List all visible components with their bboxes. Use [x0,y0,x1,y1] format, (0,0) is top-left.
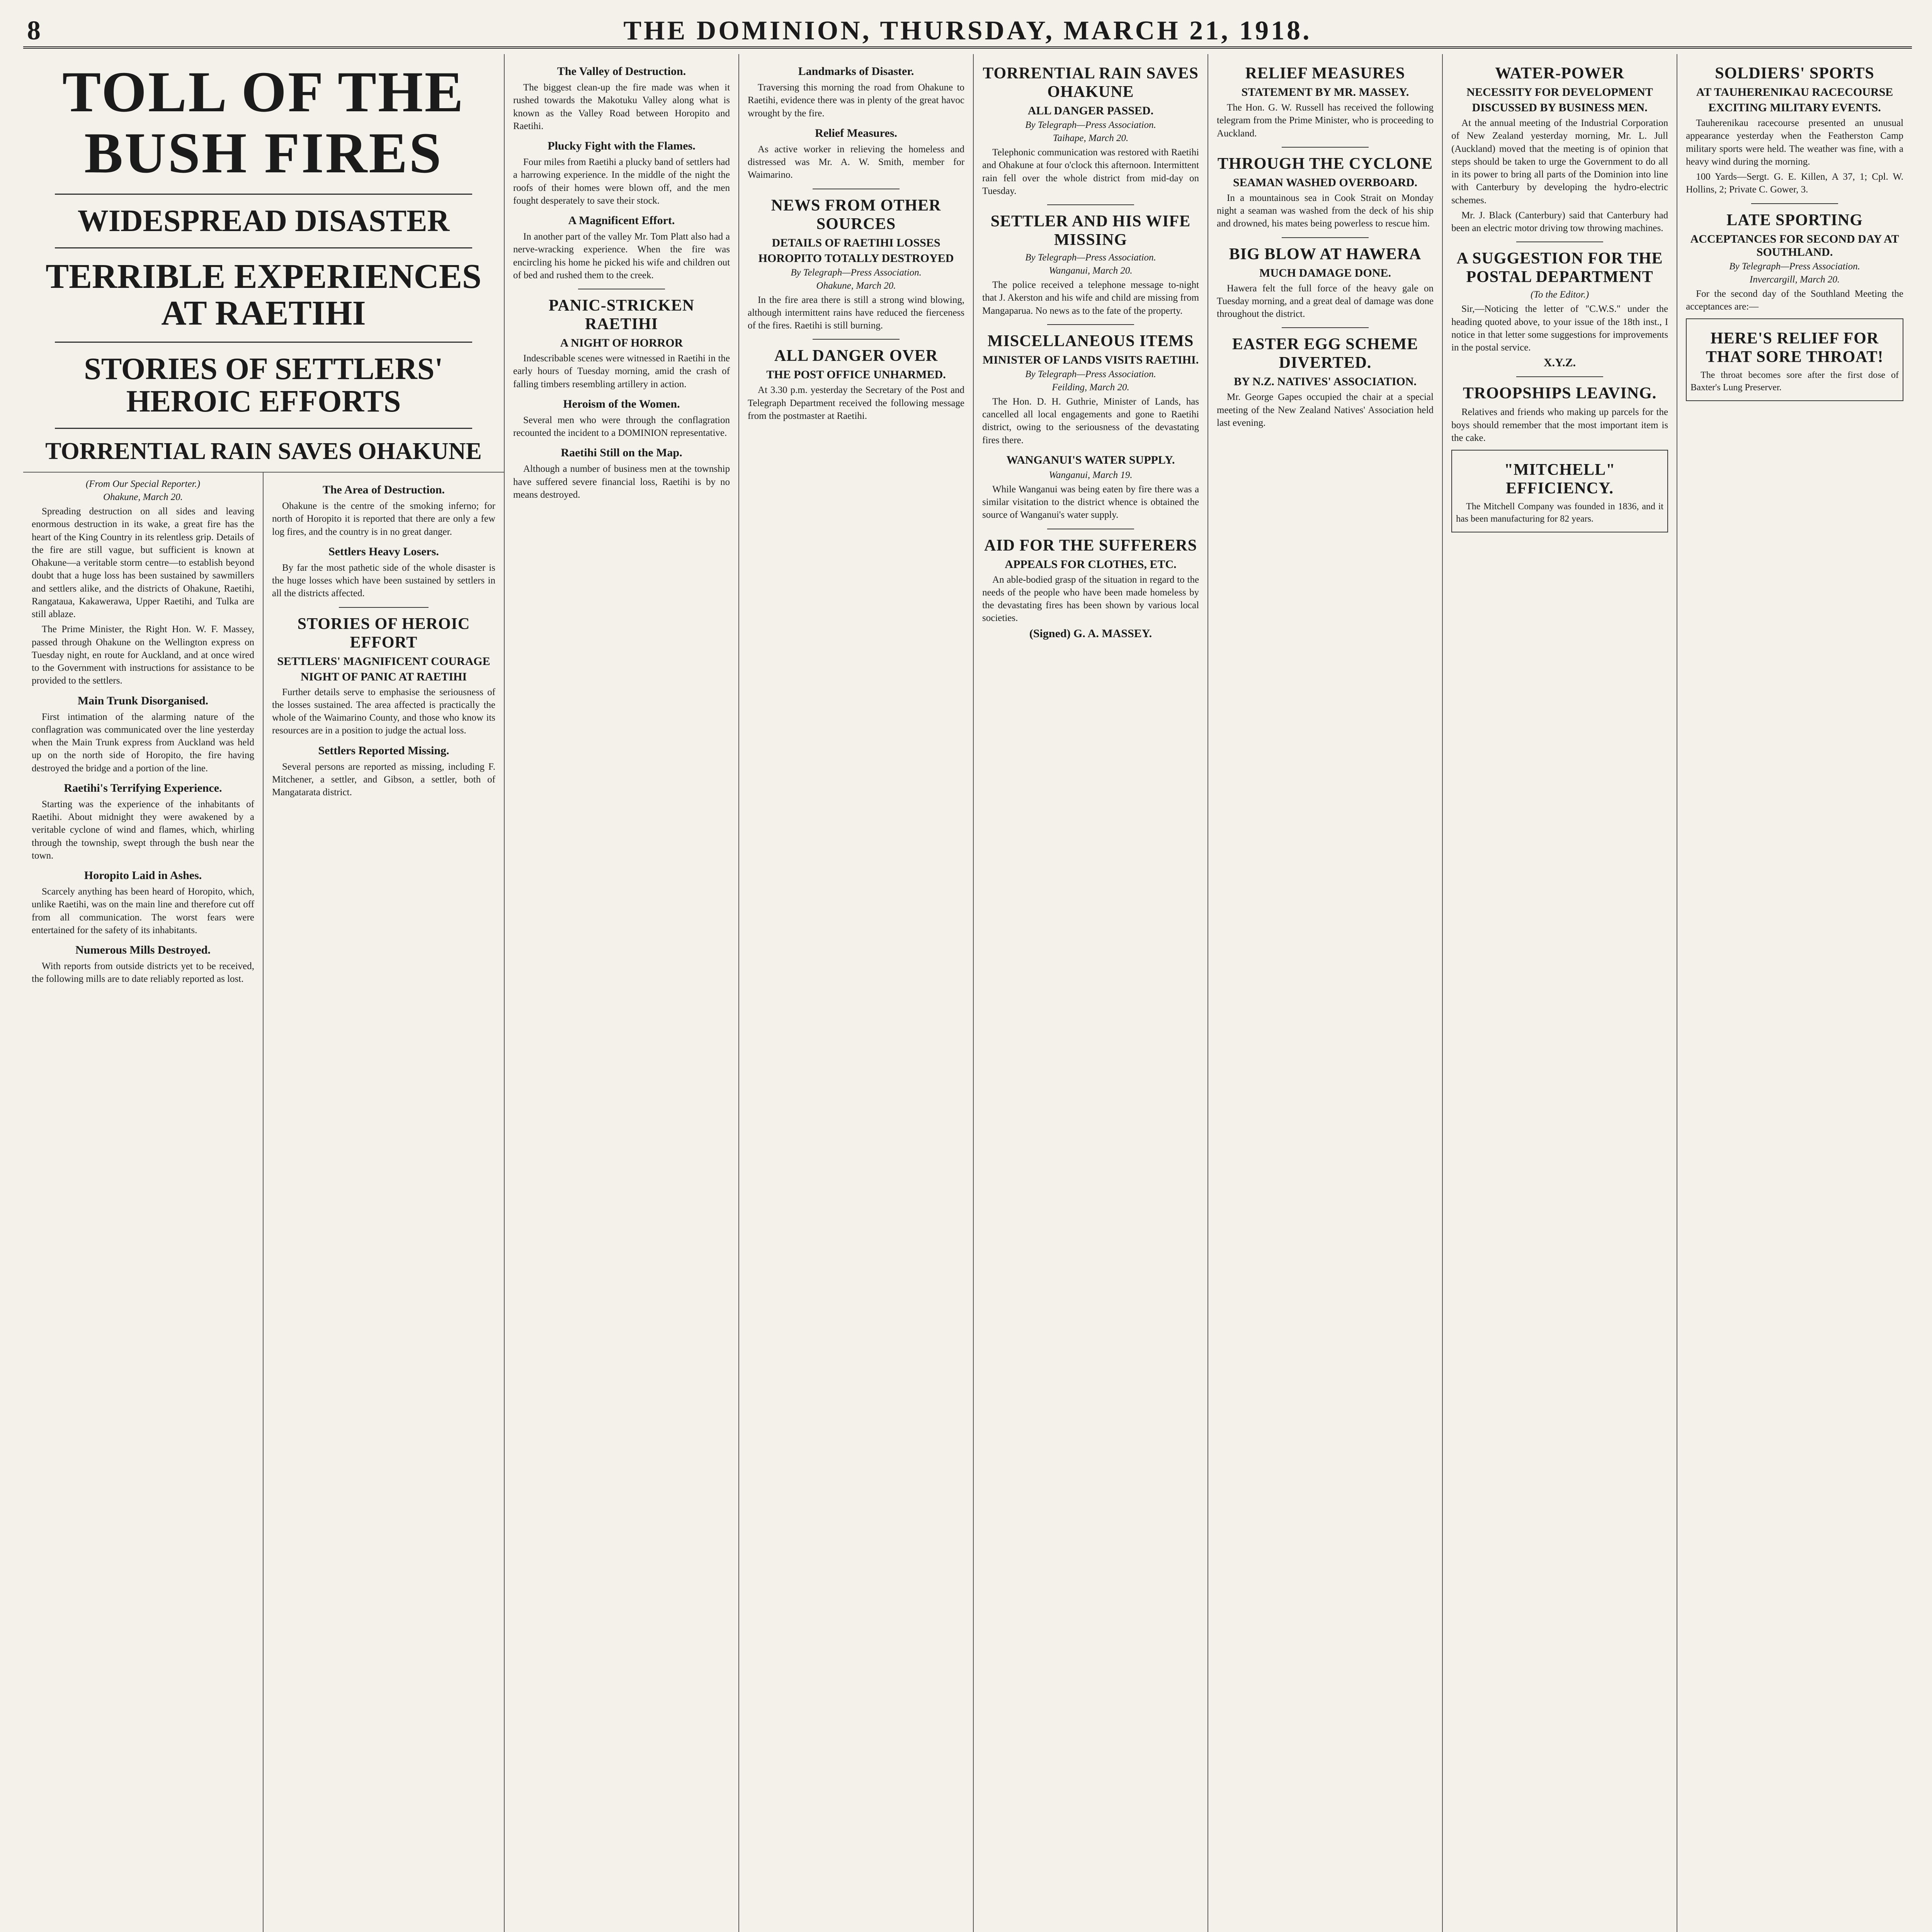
easter-headline: EASTER EGG SCHEME DIVERTED. [1232,335,1418,372]
settler-wife-headline: SETTLER AND HIS WIFE MISSING [990,213,1191,249]
mitchell-text: The Mitchell Company was founded in 1836, and it has been manufacturing for 82 years. [1456,502,1664,524]
misc-sub: MINISTER OF LANDS VISITS RAETIHI. [982,353,1199,366]
section-text: Four miles from Raetihi a plucky band of settlers had a harrowing experience. In the middle of the night the roofs of their homes were blown off, and the men fought desperately to save their stock. [513,157,730,206]
heroic-sub-2: NIGHT OF PANIC AT RAETIHI [300,670,467,683]
cyclone-text: In a mountainous sea in Cook Strait on Monday night a seaman was washed from the deck of his ship and drowned, his mates being powerless to rescue him. [1217,192,1434,229]
hawera-headline: BIG BLOW AT HAWERA [1229,245,1422,263]
postal-signature: X.Y.Z. [1544,356,1576,369]
cyclone-sub: SEAMAN WASHED OVERBOARD. [1233,176,1418,189]
lead-deck-1: WIDESPREAD DISASTER [77,204,450,238]
masthead [23,15,1912,49]
relief-ad-headline: HERE'S RELIEF FOR THAT SORE THROAT! [1706,330,1884,366]
section-text: As active worker in relieving the homeless and distressed was Mr. A. W. Smith, member for Waimarino. [748,144,965,180]
mitchell-headline: "MITCHELL" EFFICIENCY. [1504,461,1616,497]
late-sporting-sub: ACCEPTANCES FOR SECOND DAY AT SOUTHLAND. [1690,232,1899,259]
hawera-sub: MUCH DAMAGE DONE. [1259,266,1391,279]
misc-headline: MISCELLANEOUS ITEMS [987,332,1194,350]
divider [1282,327,1368,328]
section-head: Settlers Heavy Losers. [328,545,439,558]
postal-sub: (To the Editor.) [1530,289,1589,300]
section-text: By far the most pathetic side of the whole disaster is the huge losses which have been sustained by settlers in all the districts affected. [272,562,495,599]
section-head: Settlers Reported Missing. [318,744,449,757]
relief-ad-text: The throat becomes sore after the first dose of Baxter's Lung Preserver. [1690,370,1899,393]
news-other-headline: NEWS FROM OTHER SOURCES [771,196,941,233]
all-danger-text: At 3.30 p.m. yesterday the Secretary of the Post and Telegraph Department received the following message from the postmaster at Raetihi. [748,385,965,421]
column-5 [974,54,1208,1932]
section-head: Numerous Mills Destroyed. [75,944,211,957]
lead-paragraph: The Prime Minister, the Right Hon. W. F. Massey, passed through Ohakune on the Wellington express on Tuesday night, en route for Auckland, and at once wired to the Government with instructions for assistance to be provided to the settlers. [32,624,254,686]
lead-headlines [23,54,504,473]
torrential-byline: By Telegraph—Press Association. [1025,120,1156,130]
all-danger-headline: ALL DANGER OVER [774,347,938,365]
section-head: Landmarks of Disaster. [798,65,914,78]
news-other-sub: DETAILS OF RAETIHI LOSSES [772,236,940,249]
divider [1047,324,1134,325]
aid-headline: AID FOR THE SUFFERERS [984,536,1197,554]
divider [55,247,472,248]
water-supply-head: WANGANUI'S WATER SUPPLY. [1006,453,1175,466]
water-power-sub-2: DISCUSSED BY BUSINESS MEN. [1472,101,1648,114]
divider [55,194,472,195]
section-head: The Area of Destruction. [322,483,445,497]
section-head: The Valley of Destruction. [557,65,686,78]
aid-signature: (Signed) G. A. MASSEY. [1029,627,1152,640]
section-text: With reports from outside districts yet to be received, the following mills are to date reliably reported as lost. [32,961,254,985]
postal-text: Sir,—Noticing the letter of "C.W.S." under the heading quoted above, to your issue of the 18th inst., I notice in that letter some suggestions for improvements in the postal service. [1451,304,1668,353]
divider [1282,147,1368,148]
section-text: Several men who were through the conflagration recounted the incident to a DOMINION representative. [513,415,730,438]
late-sporting-text: For the second day of the Southland Meeting the acceptances are:— [1686,288,1904,312]
section-text: The biggest clean-up the fire made was when it rushed towards the Makotuku Valley along what is known as the Valley Road between Horopito and Raetihi. [513,82,730,131]
misc-text: The Hon. D. H. Guthrie, Minister of Lands, has cancelled all local engagements and gone to Raetihi district, owing to the seriousness of the devastating fires there. [982,396,1199,446]
misc-byline: By Telegraph—Press Association. [1025,369,1156,379]
heroic-headline: STORIES OF HEROIC EFFORT [297,615,470,651]
postal-headline: A SUGGESTION FOR THE POSTAL DEPARTMENT [1456,250,1663,286]
advertisement [1451,450,1668,532]
water-power-sub: NECESSITY FOR DEVELOPMENT [1466,86,1653,99]
section-head: Plucky Fight with the Flames. [548,139,696,152]
divider [1047,204,1134,205]
divider [813,339,899,340]
torrential-dateline: Taihape, March 20. [1053,133,1129,143]
water-supply-text: While Wanganui was being eaten by fire there was a similar visitation to the district whence is obtained the source of Wanganui's water supply. [982,484,1199,520]
lead-column-1 [23,473,264,1932]
divider [1516,376,1603,377]
section-text: In another part of the valley Mr. Tom Platt also had a nerve-wracking experience. When the fire was encircling his home he picked his wife and children out of bed and rushed them to the creek. [513,231,730,281]
torrential-sub: ALL DANGER PASSED. [1027,104,1154,117]
news-other-dateline: Ohakune, March 20. [816,280,896,291]
section-text: Although a number of business men at the township have suffered severe financial loss, Raetihi is by no means destroyed. [513,464,730,500]
water-supply-dateline: Wanganui, March 19. [1049,469,1133,480]
lead-column-2 [264,473,504,1932]
settler-wife-text: The police received a telephone message to-night that J. Akerston and his wife and child are missing from Mangaparua. No news as to the fate of the property. [982,280,1199,316]
sport-headline: SOLDIERS' SPORTS [1715,65,1874,82]
news-other-byline: By Telegraph—Press Association. [791,267,922,278]
section-text: Scarcely anything has been heard of Horopito, which, unlike Raetihi, was on the main line and therefore cut off from all communication. The worst fears were entertained for the safety of its inhabitants. [32,886,254,935]
settler-wife-dateline: Wanganui, March 20. [1049,265,1133,276]
heroic-sub-1: SETTLERS' MAGNIFICENT COURAGE [277,655,490,668]
section-head: A Magnificent Effort. [568,214,675,227]
divider [339,607,428,608]
lead-dateline: Ohakune, March 20. [103,492,183,503]
aid-sub: APPEALS FOR CLOTHES, ETC. [1005,558,1177,571]
sport-sub: AT TAUHERENIKAU RACECOURSE [1696,86,1893,99]
lead-deck-3: STORIES OF SETTLERS' HEROIC EFFORTS [84,352,443,418]
section-head: Raetihi Still on the Map. [561,446,682,459]
panic-headline: PANIC-STRICKEN RAETIHI [548,297,695,333]
easter-text: Mr. George Gapes occupied the chair at a special meeting of the New Zealand Natives' Association held last evening. [1217,392,1434,428]
torrential-headline: TORRENTIAL RAIN SAVES OHAKUNE [983,65,1199,101]
relief-headline: RELIEF MEASURES [1245,65,1405,82]
misc-dateline: Feilding, March 20. [1052,382,1129,393]
divider [1751,203,1838,204]
lead-byline: (From Our Special Reporter.) [85,479,201,490]
section-text: Traversing this morning the road from Ohakune to Raetihi, evidence there was in plenty of the great havoc wrought by the fire. [748,82,965,119]
lead-story [23,54,505,1932]
column-3 [505,54,739,1932]
column-8 [1677,54,1912,1932]
lead-body [23,473,504,1932]
late-sporting-dateline: Invercargill, March 20. [1749,274,1840,285]
lead-paragraph: Spreading destruction on all sides and leaving enormous destruction in its wake, a great fire has the heart of the King Country in its relentless grip. Details of the fire are still vague, but sufficient is known at Ohakune—a veritable storm centre—to establish beyond doubt that a huge loss has been sustained by sawmillers and settlers alike, and the districts of Ohakune, Raetihi, Rangataua, Kakawerawa, Upper Raetihi, and Tulka are still ablaze. [32,506,254,620]
panic-text: Indescribable scenes were witnessed in Raetihi in the early hours of Tuesday morning, amid the crash of falling timbers resembling artillery in action. [513,353,730,389]
section-text: Ohakune is the centre of the smoking inferno; for north of Horopito it is reported that there are only a few log fires, and the country is in no great danger. [272,501,495,537]
water-power-headline: WATER-POWER [1495,65,1624,82]
easter-sub: BY N.Z. NATIVES' ASSOCIATION. [1234,375,1417,388]
aid-text: An able-bodied grasp of the situation in regard to the needs of the people who have been made homeless by the devastating fires has been shown by various local societies. [982,574,1199,624]
late-sporting-byline: By Telegraph—Press Association. [1729,261,1860,272]
column-4 [739,54,974,1932]
lead-deck-4: TORRENTIAL RAIN SAVES OHAKUNE [45,438,482,464]
section-text: First intimation of the alarming nature of the conflagration was communicated over the line yesterday when the Main Trunk express from Auckland was held up on the north side of Horopito, the fire having destroyed the bridge and a portion of the line. [32,711,254,774]
lead-headline: TOLL OF THE BUSH FIRES [62,60,465,185]
section-text: Several persons are reported as missing, including F. Mitchener, a settler, and Gibson, a settler, both of Mangatarata district. [272,761,495,798]
divider [1282,237,1368,238]
relief-sub: STATEMENT BY MR. MASSEY. [1241,86,1409,99]
section-text: Starting was the experience of the inhabitants of Raetihi. About midnight they were awakened by a veritable cyclone of wind and flames, which, whirling through the township, swept through the bush near the town. [32,799,254,861]
water-power-text-2: Mr. J. Black (Canterbury) said that Canterbury had been an electric motor driving tow throwing machines. [1451,210,1668,233]
page-number: 8 [27,16,41,46]
sport-results: 100 Yards—Sergt. G. E. Killen, A 37, 1; Cpl. W. Hollins, 2; Private C. Gower, 3. [1686,172,1904,195]
water-power-text: At the annual meeting of the Industrial Corporation of New Zealand yesterday morning, Mr. L. Jull (Auckland) moved that the meeting is of opinion that steps should be taken to urge the Government to do all in its power to bring all parts of the Dominion into line with Canterbury by developing the hydro-electric schemes. [1451,118,1668,206]
late-sporting-headline: LATE SPORTING [1726,211,1863,229]
section-head: Raetihi's Terrifying Experience. [64,781,222,794]
troopships-text: Relatives and friends who making up parcels for the boys should remember that the most important item is the cake. [1451,407,1668,443]
column-7 [1443,54,1677,1932]
heroic-text: Further details serve to emphasise the seriousness of the losses sustained. The area affected is practically the whole of the Waimarino County, and those who know its resources are in a position to judge the actual loss. [272,687,495,736]
section-head: Relief Measures. [815,126,897,139]
cyclone-headline: THROUGH THE CYCLONE [1217,155,1433,173]
panic-sub: A NIGHT OF HORROR [560,337,683,349]
divider [55,342,472,343]
section-head: Horopito Laid in Ashes. [84,869,202,882]
sport-text: Tauherenikau racecourse presented an unusual appearance yesterday when the Featherston Camp military sports were held. The weather was fine, with a heavy wind during the morning. [1686,118,1904,167]
advertisement [1686,318,1903,401]
relief-text: The Hon. G. W. Russell has received the following telegram from the Prime Minister, who is proceeding to Auckland. [1217,102,1434,139]
all-danger-sub: THE POST OFFICE UNHARMED. [766,368,946,381]
hawera-text: Hawera felt the full force of the heavy gale on Tuesday morning, and a great deal of damage was done throughout the district. [1217,283,1434,319]
column-6 [1208,54,1443,1932]
troopships-headline: TROOPSHIPS LEAVING. [1463,384,1657,403]
columns [23,54,1912,1932]
settler-wife-byline: By Telegraph—Press Association. [1025,252,1156,263]
sport-sub-2: EXCITING MILITARY EVENTS. [1708,101,1881,114]
section-head: Main Trunk Disorganised. [77,694,209,707]
news-other-sub-2: HOROPITO TOTALLY DESTROYED [758,252,954,265]
lead-deck-2: TERRIBLE EXPERIENCES AT RAETIHI [46,257,481,332]
section-head: Heroism of the Women. [563,397,680,410]
torrential-text: Telephonic communication was restored with Raetihi and Ohakune at four o'clock this afternoon. Intermittent rain fell over the whole district from mid-day on Tuesday. [982,147,1199,196]
divider [55,428,472,429]
news-other-text: In the fire area there is still a strong wind blowing, although intermittent rains have reduced the fierceness of the fires. Raetihi is still burning. [748,294,965,331]
masthead-title: THE DOMINION, THURSDAY, MARCH 21, 1918. [623,16,1312,46]
